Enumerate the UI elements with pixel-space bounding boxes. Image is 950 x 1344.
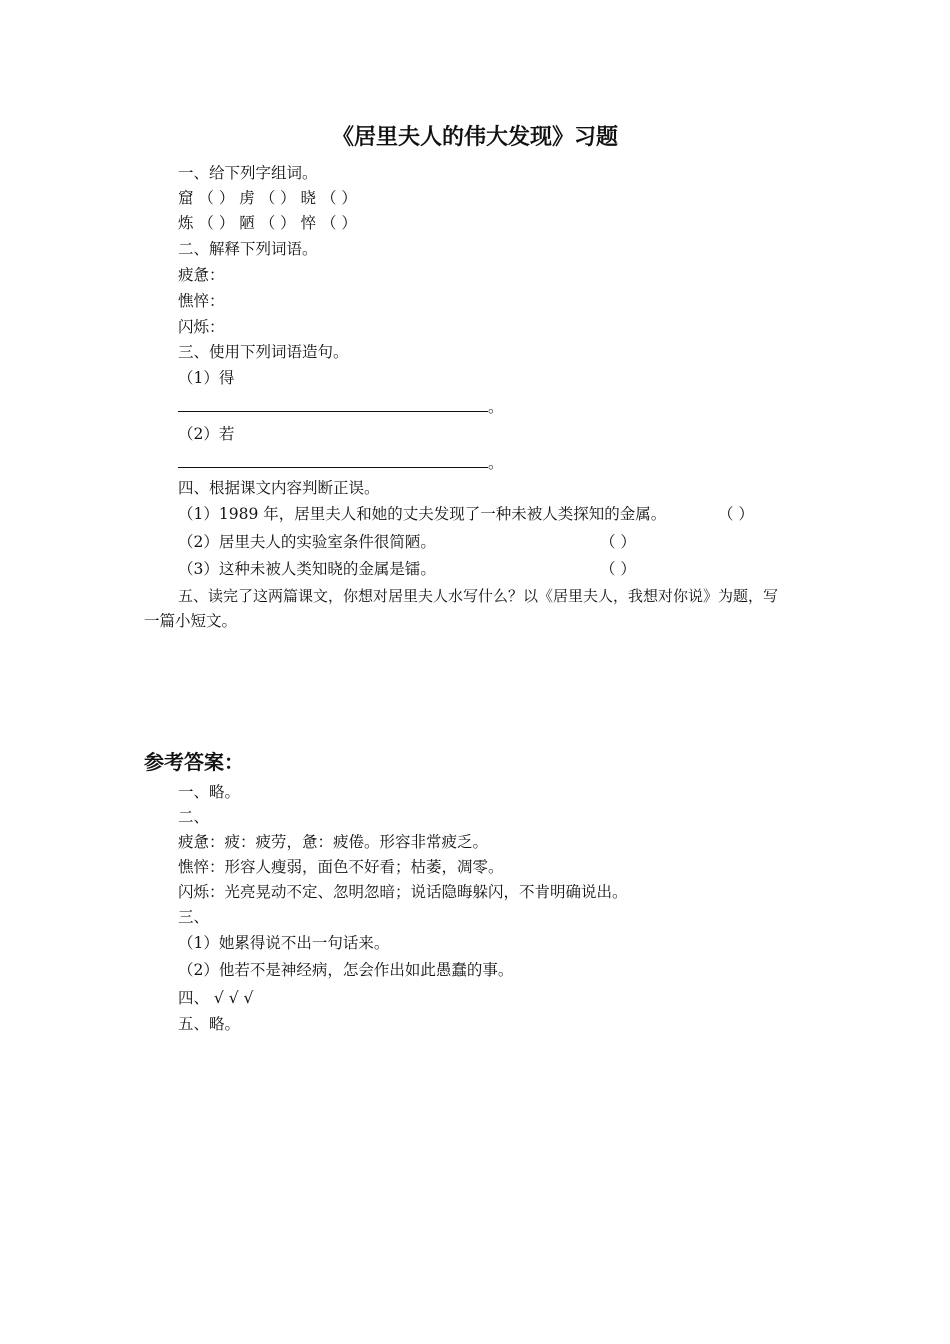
answer-2-item: 闪烁：光亮晃动不定、忽明忽暗；说话隐晦躲闪，不肯明确说出。 <box>178 883 628 901</box>
judge-item: （3）这种未被人类知晓的金属是镭。 <box>178 560 436 578</box>
answer-2-heading: 二、 <box>178 808 210 826</box>
section-5-line-2: 一篇小短文。 <box>144 612 238 630</box>
answer-3-item: （2）他若不是神经病，怎会作出如此愚蠢的事。 <box>178 961 514 979</box>
answers-heading: 参考答案： <box>144 750 244 774</box>
period: 。 <box>488 398 504 416</box>
judge-bracket: （ ） <box>600 533 636 551</box>
section-4-heading: 四、根据课文内容判断正误。 <box>178 479 380 497</box>
judge-item: （1）1989 年，居里夫人和她的丈夫发现了一种未被人类探知的金属。 <box>178 505 667 523</box>
judge-bracket: （ ） <box>718 505 754 523</box>
section-1-row-2: 炼 （ ） 陋 （ ） 悴 （ ） <box>178 214 357 232</box>
answer-4: 四、 √ √ √ <box>178 989 254 1007</box>
period: 。 <box>488 454 504 472</box>
answer-3-heading: 三、 <box>178 908 210 926</box>
page-title: 《居里夫人的伟大发现》习题 <box>331 124 618 150</box>
answer-1: 一、略。 <box>178 783 241 801</box>
blank-line <box>178 397 488 412</box>
answer-2-item: 憔悴：形容人瘦弱，面色不好看；枯萎，凋零。 <box>178 858 504 876</box>
term-item: 憔悴： <box>178 292 225 310</box>
section-1-heading: 一、给下列字组词。 <box>178 164 318 182</box>
section-1-row-1: 窟 （ ） 虏 （ ） 晓 （ ） <box>178 189 357 207</box>
term-item: 疲惫： <box>178 266 225 284</box>
judge-item: （2）居里夫人的实验室条件很简陋。 <box>178 533 436 551</box>
sentence-question-1: （1）得 <box>178 369 235 387</box>
judge-bracket: （ ） <box>600 560 636 578</box>
answer-line-2 <box>178 453 504 473</box>
blank-line <box>178 453 488 468</box>
sentence-question-2: （2）若 <box>178 425 235 443</box>
term-item: 闪烁： <box>178 318 225 336</box>
answer-2-item: 疲惫：疲：疲劳，惫：疲倦。形容非常疲乏。 <box>178 833 489 851</box>
section-2-heading: 二、解释下列词语。 <box>178 240 318 258</box>
answer-5: 五、略。 <box>178 1015 241 1033</box>
section-5-line-1: 五、读完了这两篇课文，你想对居里夫人水写什么？以《居里夫人，我想对你说》为题，写 <box>178 587 779 605</box>
answer-3-item: （1）她累得说不出一句话来。 <box>178 934 390 952</box>
section-3-heading: 三、使用下列词语造句。 <box>178 343 349 361</box>
answer-line-1 <box>178 397 504 417</box>
